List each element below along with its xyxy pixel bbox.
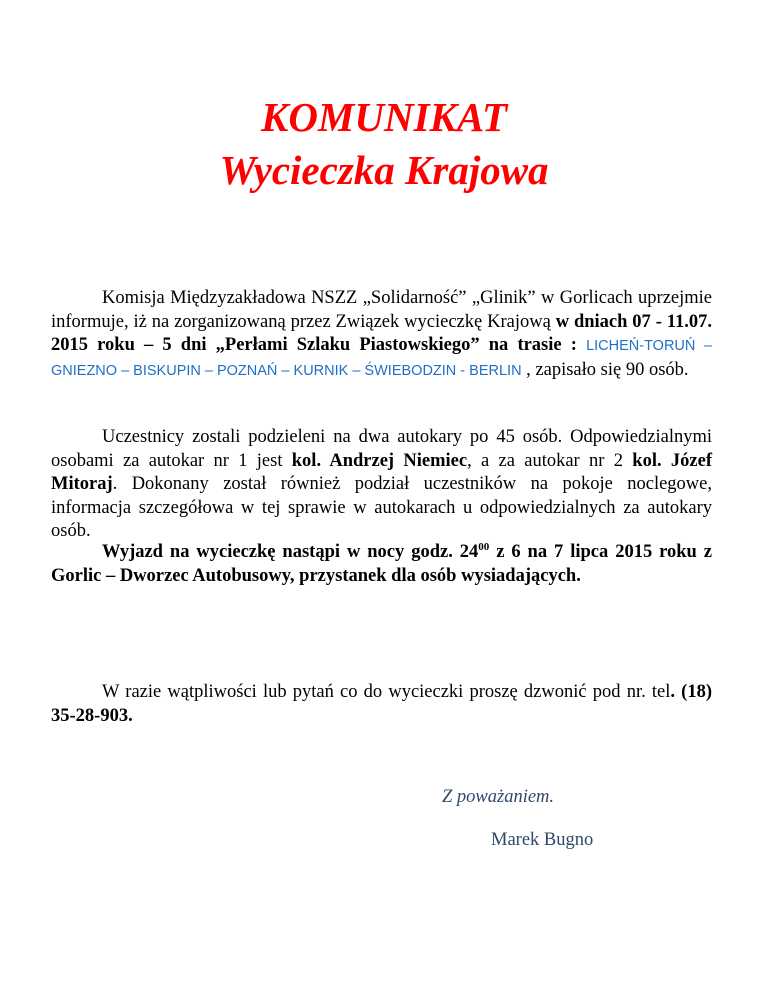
bus-2-coordinator: kol. Józef Mitoraj: [51, 450, 712, 494]
document-title: KOMUNIKAT: [260, 94, 508, 140]
buses-text-2: , a za autokar nr 2: [467, 450, 633, 471]
departure-minutes: 00: [478, 541, 490, 553]
contact-phone: . (18) 35-28-903.: [51, 682, 712, 726]
signature-name: Marek Bugno: [491, 830, 594, 850]
contact-text: W razie wątpliwości lub pytań co do wycieczki proszę dzwonić pod nr. tel: [102, 682, 671, 702]
paragraph-contact: [51, 681, 712, 728]
document-subtitle: Wycieczka Krajowa: [219, 147, 549, 193]
bus-1-coordinator: kol. Andrzej Niemiec: [291, 450, 468, 471]
paragraph-buses: [51, 426, 712, 544]
buses-text-1: Uczestnicy zostali podzieleni na dwa autokary po 45 osób. Odpowiedzialnymi osobami za autokar nr 1 jest: [51, 427, 712, 471]
departure-text-1: Wyjazd na wycieczkę nastąpi w nocy godz. 24: [102, 542, 479, 562]
signup-count: , zapisało się 90 osób.: [521, 359, 689, 380]
trip-dates: w dniach 07 - 11.07. 2015 roku – 5 dni „Perłami Szlaku Piastowskiego” na trasie :: [51, 311, 712, 355]
buses-text-3: . Dokonany został również podział uczestników na pokoje noclegowe, informacja szczegółowa w tej sprawie w autokarach u odpowiedzialnych za autokary osób.: [51, 474, 712, 541]
paragraph-trip-info: [51, 287, 712, 383]
closing-regards: Z poważaniem.: [442, 787, 555, 807]
departure-text-2: z 6 na 7 lipca 2015 roku z Gorlic – Dworzec Autobusowy, przystanek dla osób wysiadających.: [51, 542, 712, 586]
paragraph-departure: [51, 541, 712, 588]
paragraph-intro: Komisja Międzyzakładowa NSZZ „Solidarność” „Glinik” w Gorlicach uprzejmie informuje, iż na zorganizowaną przez Związek wycieczkę Krajową: [51, 288, 712, 332]
trip-route: LICHEŃ-TORUŃ – GNIEZNO – BISKUPIN – POZNAŃ – KURNIK – ŚWIEBODZIN - BERLIN: [51, 338, 712, 379]
